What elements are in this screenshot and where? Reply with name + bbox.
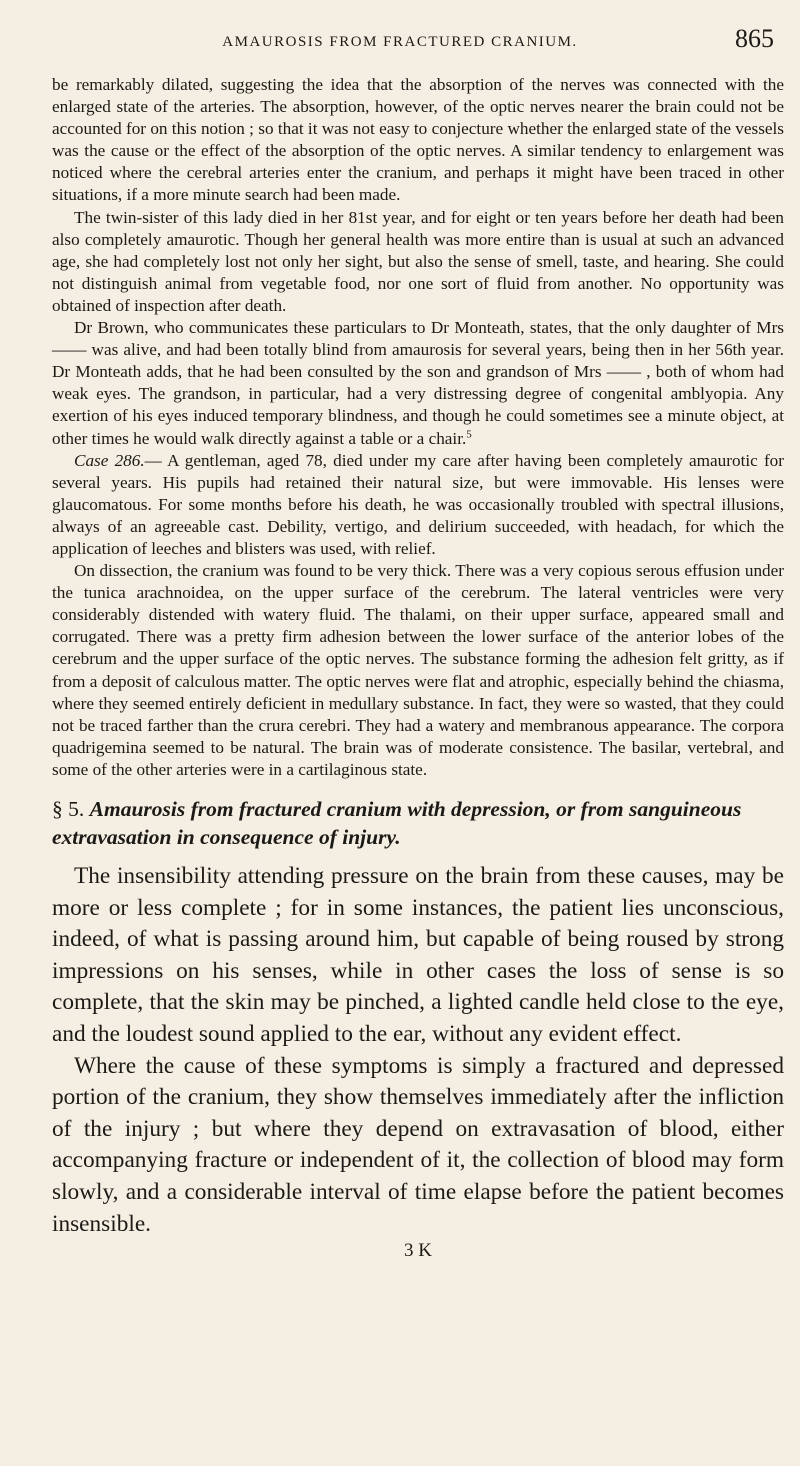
case-text: — A gentleman, aged 78, died under my care after having been completely amaurotic for several years. His pupils had retained their natural size, but were immovable. His lenses were glaucomatous. For some months before his death, he was occasionally troubled with spectral illusions, always of an agreeable cast. Debility, vertigo, and delirium succeeded, with headach, for which the application of leeches and blisters was used, with relief. [52, 450, 785, 558]
large-paragraph-1: The insensibility attending pressure on the brain from these causes, may be more or less complete ; for in some instances, the patient lies unconscious, indeed, of what is passing around him, but capable of being roused by strong impressions on his senses, while in other cases the loss of sense is so complete, that the skin may be pinched, a lighted candle held close to the eye, and the loudest sound applied to the ear, without any evident effect. [52, 863, 784, 1047]
signature-mark: 3 K [404, 1240, 432, 1262]
body-text [52, 74, 784, 1262]
dissection-paragraph: On dissection, the cranium was found to be very thick. There was a very copious serous effusion under the tunica arachnoidea, on the upper surface of the cerebrum. The lateral ventricles were very considerably distended with watery fluid. The thalami, on their upper surface, appeared small and corrugated. There was a pretty firm adhesion between the lower surface of the anterior lobes of the cerebrum and the upper surface of the optic nerves. The substance forming the adhesion felt gritty, as if from a deposit of calculous matter. The optic nerves were flat and atrophic, especially behind the chiasma, where they seemed entirely deficient in medullary substance. In fact, they were so wasted, that they could not be traced farther than the crura cerebri. They had a watery and membranous appearance. The corpora quadrigemina seemed to be natural. The brain was of moderate consistence. The basilar, vertebral, and some of the other arteries were in a cartilaginous state. [52, 561, 784, 779]
paragraph-1: be remarkably dilated, suggesting the idea that the absorption of the nerves was connected with the enlarged state of the arteries. The absorption, however, of the optic nerves nearer the brain could not be accounted for on this notion ; so that it was not easy to conjecture whether the enlarged state of the vessels was the cause or the effect of the absorption of the optic nerves. A similar tendency to enlargement was noticed where the cerebral arteries enter the cranium, and perhaps it might have been traced in other situations, if a more minute search had been made. [52, 75, 784, 205]
large-text-block [52, 861, 784, 1240]
section-mark: § 5. [52, 797, 85, 821]
paragraph-3 [52, 317, 784, 450]
section-title: Amaurosis from fractured cranium with depression, or from sanguineous extravasation in consequence of injury. [52, 797, 742, 849]
paragraph-3-text: Dr Brown, who communicates these particulars to Dr Monteath, states, that the only daughter of Mrs —— was alive, and had been totally blind from amaurosis for several years, being then in her 56th year. Dr Monteath adds, that he had been consulted by the son and grandson of Mrs —— , both of whom had weak eyes. The grandson, in particular, had a very distressing degree of congenital amblyopia. Any exertion of his eyes induced temporary blindness, and though he could sometimes see a minute object, at other times he would walk directly against a table or a chair. [52, 318, 784, 448]
running-head: AMAUROSIS FROM FRACTURED CRANIUM. [222, 34, 578, 50]
footnote-marker: 5 [466, 427, 472, 440]
case-label: Case 286. [74, 450, 145, 470]
case-paragraph [52, 450, 784, 560]
paragraph-2: The twin-sister of this lady died in her 81st year, and for eight or ten years before her death had been also completely amaurotic. Though her general health was more entire than is usual at such an advanced age, she had completely lost not only her sight, but also the sense of smell, taste, and hearing. She could not distinguish animal from vegetable food, nor one sort of fluid from another. No opportunity was obtained of inspection after death. [52, 207, 784, 315]
section-heading [52, 795, 784, 851]
page-header [0, 20, 800, 64]
large-paragraph-2: Where the cause of these symptoms is simply a fractured and depressed portion of the cranium, they show themselves immediately after the infliction of the injury ; but where they depend on extravasation of blood, either accompanying fracture or independent of it, the collection of blood may form slowly, and a considerable interval of time elapse before the patient becomes insensible. [52, 1052, 784, 1237]
page-number: 865 [735, 24, 774, 53]
